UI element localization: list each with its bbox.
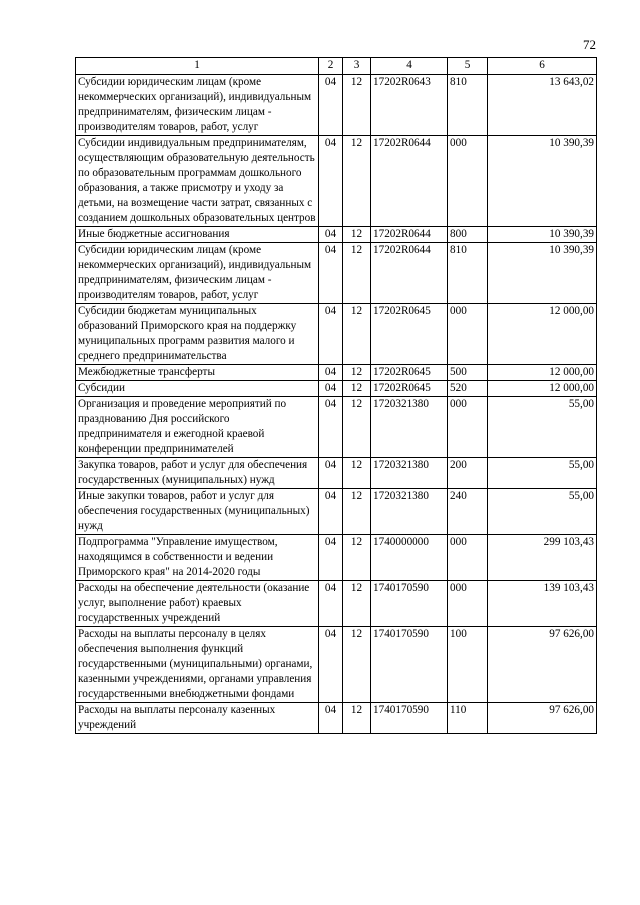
row-subsection-cell: 12 <box>343 136 371 227</box>
row-section-cell: 04 <box>319 304 343 365</box>
header-col-6: 6 <box>488 58 597 75</box>
row-subsection-cell: 12 <box>343 227 371 243</box>
row-name-cell: Иные бюджетные ассигнования <box>76 227 319 243</box>
row-expense-type-cell: 000 <box>448 136 488 227</box>
header-col-4: 4 <box>371 58 448 75</box>
row-amount-cell: 55,00 <box>488 489 597 535</box>
row-amount-cell: 97 626,00 <box>488 627 597 703</box>
page-number: 72 <box>583 37 596 52</box>
header-col-2: 2 <box>319 58 343 75</box>
row-subsection-cell: 12 <box>343 581 371 627</box>
row-amount-cell: 55,00 <box>488 397 597 458</box>
row-name-cell: Субсидии индивидуальным предпринимателям, осуществляющим образовательную деятельность по образовательным программам дошкольного образования, а также присмотру и уходу за детьми, на возмещение части затрат, связанных с созданием дошкольных образовательных центров <box>76 136 319 227</box>
row-name-cell: Организация и проведение мероприятий по празднованию Дня российского предпринимателя и ежегодной краевой конференции предпринимателей <box>76 397 319 458</box>
row-target-article-cell: 1720321380 <box>371 489 448 535</box>
row-subsection-cell: 12 <box>343 397 371 458</box>
row-expense-type-cell: 520 <box>448 381 488 397</box>
budget-table <box>75 57 597 734</box>
row-expense-type-cell: 500 <box>448 365 488 381</box>
row-amount-cell: 12 000,00 <box>488 304 597 365</box>
row-amount-cell: 55,00 <box>488 458 597 489</box>
row-expense-type-cell: 100 <box>448 627 488 703</box>
row-section-cell: 04 <box>319 243 343 304</box>
row-subsection-cell: 12 <box>343 304 371 365</box>
row-section-cell: 04 <box>319 136 343 227</box>
row-amount-cell: 139 103,43 <box>488 581 597 627</box>
row-target-article-cell: 1740170590 <box>371 703 448 734</box>
header-col-5: 5 <box>448 58 488 75</box>
row-subsection-cell: 12 <box>343 458 371 489</box>
table-row <box>76 243 597 304</box>
row-name-cell: Субсидии бюджетам муниципальных образований Приморского края на поддержку муниципальных программ развития малого и среднего предпринимательства <box>76 304 319 365</box>
row-target-article-cell: 1740000000 <box>371 535 448 581</box>
table-row <box>76 703 597 734</box>
row-target-article-cell: 1740170590 <box>371 581 448 627</box>
row-expense-type-cell: 000 <box>448 304 488 365</box>
table-row <box>76 627 597 703</box>
row-name-cell: Расходы на выплаты персоналу казенных учреждений <box>76 703 319 734</box>
row-name-cell: Расходы на обеспечение деятельности (оказание услуг, выполнение работ) краевых государственных учреждений <box>76 581 319 627</box>
row-expense-type-cell: 200 <box>448 458 488 489</box>
row-target-article-cell: 1720321380 <box>371 458 448 489</box>
row-target-article-cell: 1720321380 <box>371 397 448 458</box>
row-amount-cell: 10 390,39 <box>488 227 597 243</box>
row-amount-cell: 12 000,00 <box>488 381 597 397</box>
row-subsection-cell: 12 <box>343 535 371 581</box>
row-target-article-cell: 17202R0645 <box>371 304 448 365</box>
row-subsection-cell: 12 <box>343 627 371 703</box>
row-expense-type-cell: 000 <box>448 535 488 581</box>
table-row <box>76 458 597 489</box>
row-section-cell: 04 <box>319 75 343 136</box>
table-row <box>76 581 597 627</box>
row-section-cell: 04 <box>319 397 343 458</box>
row-section-cell: 04 <box>319 381 343 397</box>
row-name-cell: Подпрограмма "Управление имуществом, находящимся в собственности и ведении Приморского края" на 2014-2020 годы <box>76 535 319 581</box>
table-row <box>76 136 597 227</box>
row-section-cell: 04 <box>319 581 343 627</box>
table-row <box>76 535 597 581</box>
row-expense-type-cell: 000 <box>448 397 488 458</box>
table-row <box>76 227 597 243</box>
row-amount-cell: 97 626,00 <box>488 703 597 734</box>
row-subsection-cell: 12 <box>343 489 371 535</box>
row-expense-type-cell: 110 <box>448 703 488 734</box>
table-row <box>76 397 597 458</box>
row-expense-type-cell: 000 <box>448 581 488 627</box>
row-subsection-cell: 12 <box>343 75 371 136</box>
table-row <box>76 381 597 397</box>
row-expense-type-cell: 240 <box>448 489 488 535</box>
row-expense-type-cell: 800 <box>448 227 488 243</box>
row-target-article-cell: 17202R0645 <box>371 365 448 381</box>
row-amount-cell: 10 390,39 <box>488 243 597 304</box>
row-expense-type-cell: 810 <box>448 75 488 136</box>
row-name-cell: Расходы на выплаты персоналу в целях обеспечения выполнения функций государственными (муниципальными) органами, казенными учреждениями, органами управления государственными внебюджетными фондами <box>76 627 319 703</box>
row-subsection-cell: 12 <box>343 381 371 397</box>
row-subsection-cell: 12 <box>343 365 371 381</box>
row-name-cell: Субсидии <box>76 381 319 397</box>
row-amount-cell: 10 390,39 <box>488 136 597 227</box>
table-row <box>76 304 597 365</box>
row-section-cell: 04 <box>319 365 343 381</box>
row-name-cell: Иные закупки товаров, работ и услуг для обеспечения государственных (муниципальных) нужд <box>76 489 319 535</box>
row-amount-cell: 12 000,00 <box>488 365 597 381</box>
row-section-cell: 04 <box>319 489 343 535</box>
table-header-row <box>76 58 597 75</box>
row-subsection-cell: 12 <box>343 703 371 734</box>
table-row <box>76 489 597 535</box>
row-section-cell: 04 <box>319 703 343 734</box>
row-name-cell: Межбюджетные трансферты <box>76 365 319 381</box>
row-amount-cell: 13 643,02 <box>488 75 597 136</box>
row-target-article-cell: 17202R0643 <box>371 75 448 136</box>
table-row <box>76 365 597 381</box>
row-name-cell: Субсидии юридическим лицам (кроме некоммерческих организаций), индивидуальным предпринимателям, физическим лицам - производителям товаров, работ, услуг <box>76 75 319 136</box>
row-expense-type-cell: 810 <box>448 243 488 304</box>
row-amount-cell: 299 103,43 <box>488 535 597 581</box>
row-target-article-cell: 17202R0644 <box>371 227 448 243</box>
row-section-cell: 04 <box>319 458 343 489</box>
row-name-cell: Закупка товаров, работ и услуг для обеспечения государственных (муниципальных) нужд <box>76 458 319 489</box>
row-target-article-cell: 17202R0644 <box>371 243 448 304</box>
row-target-article-cell: 1740170590 <box>371 627 448 703</box>
row-subsection-cell: 12 <box>343 243 371 304</box>
header-col-3: 3 <box>343 58 371 75</box>
row-section-cell: 04 <box>319 535 343 581</box>
row-section-cell: 04 <box>319 627 343 703</box>
table-row <box>76 75 597 136</box>
row-target-article-cell: 17202R0644 <box>371 136 448 227</box>
row-name-cell: Субсидии юридическим лицам (кроме некоммерческих организаций), индивидуальным предпринимателям, физическим лицам - производителям товаров, работ, услуг <box>76 243 319 304</box>
header-col-1: 1 <box>76 58 319 75</box>
row-target-article-cell: 17202R0645 <box>371 381 448 397</box>
row-section-cell: 04 <box>319 227 343 243</box>
